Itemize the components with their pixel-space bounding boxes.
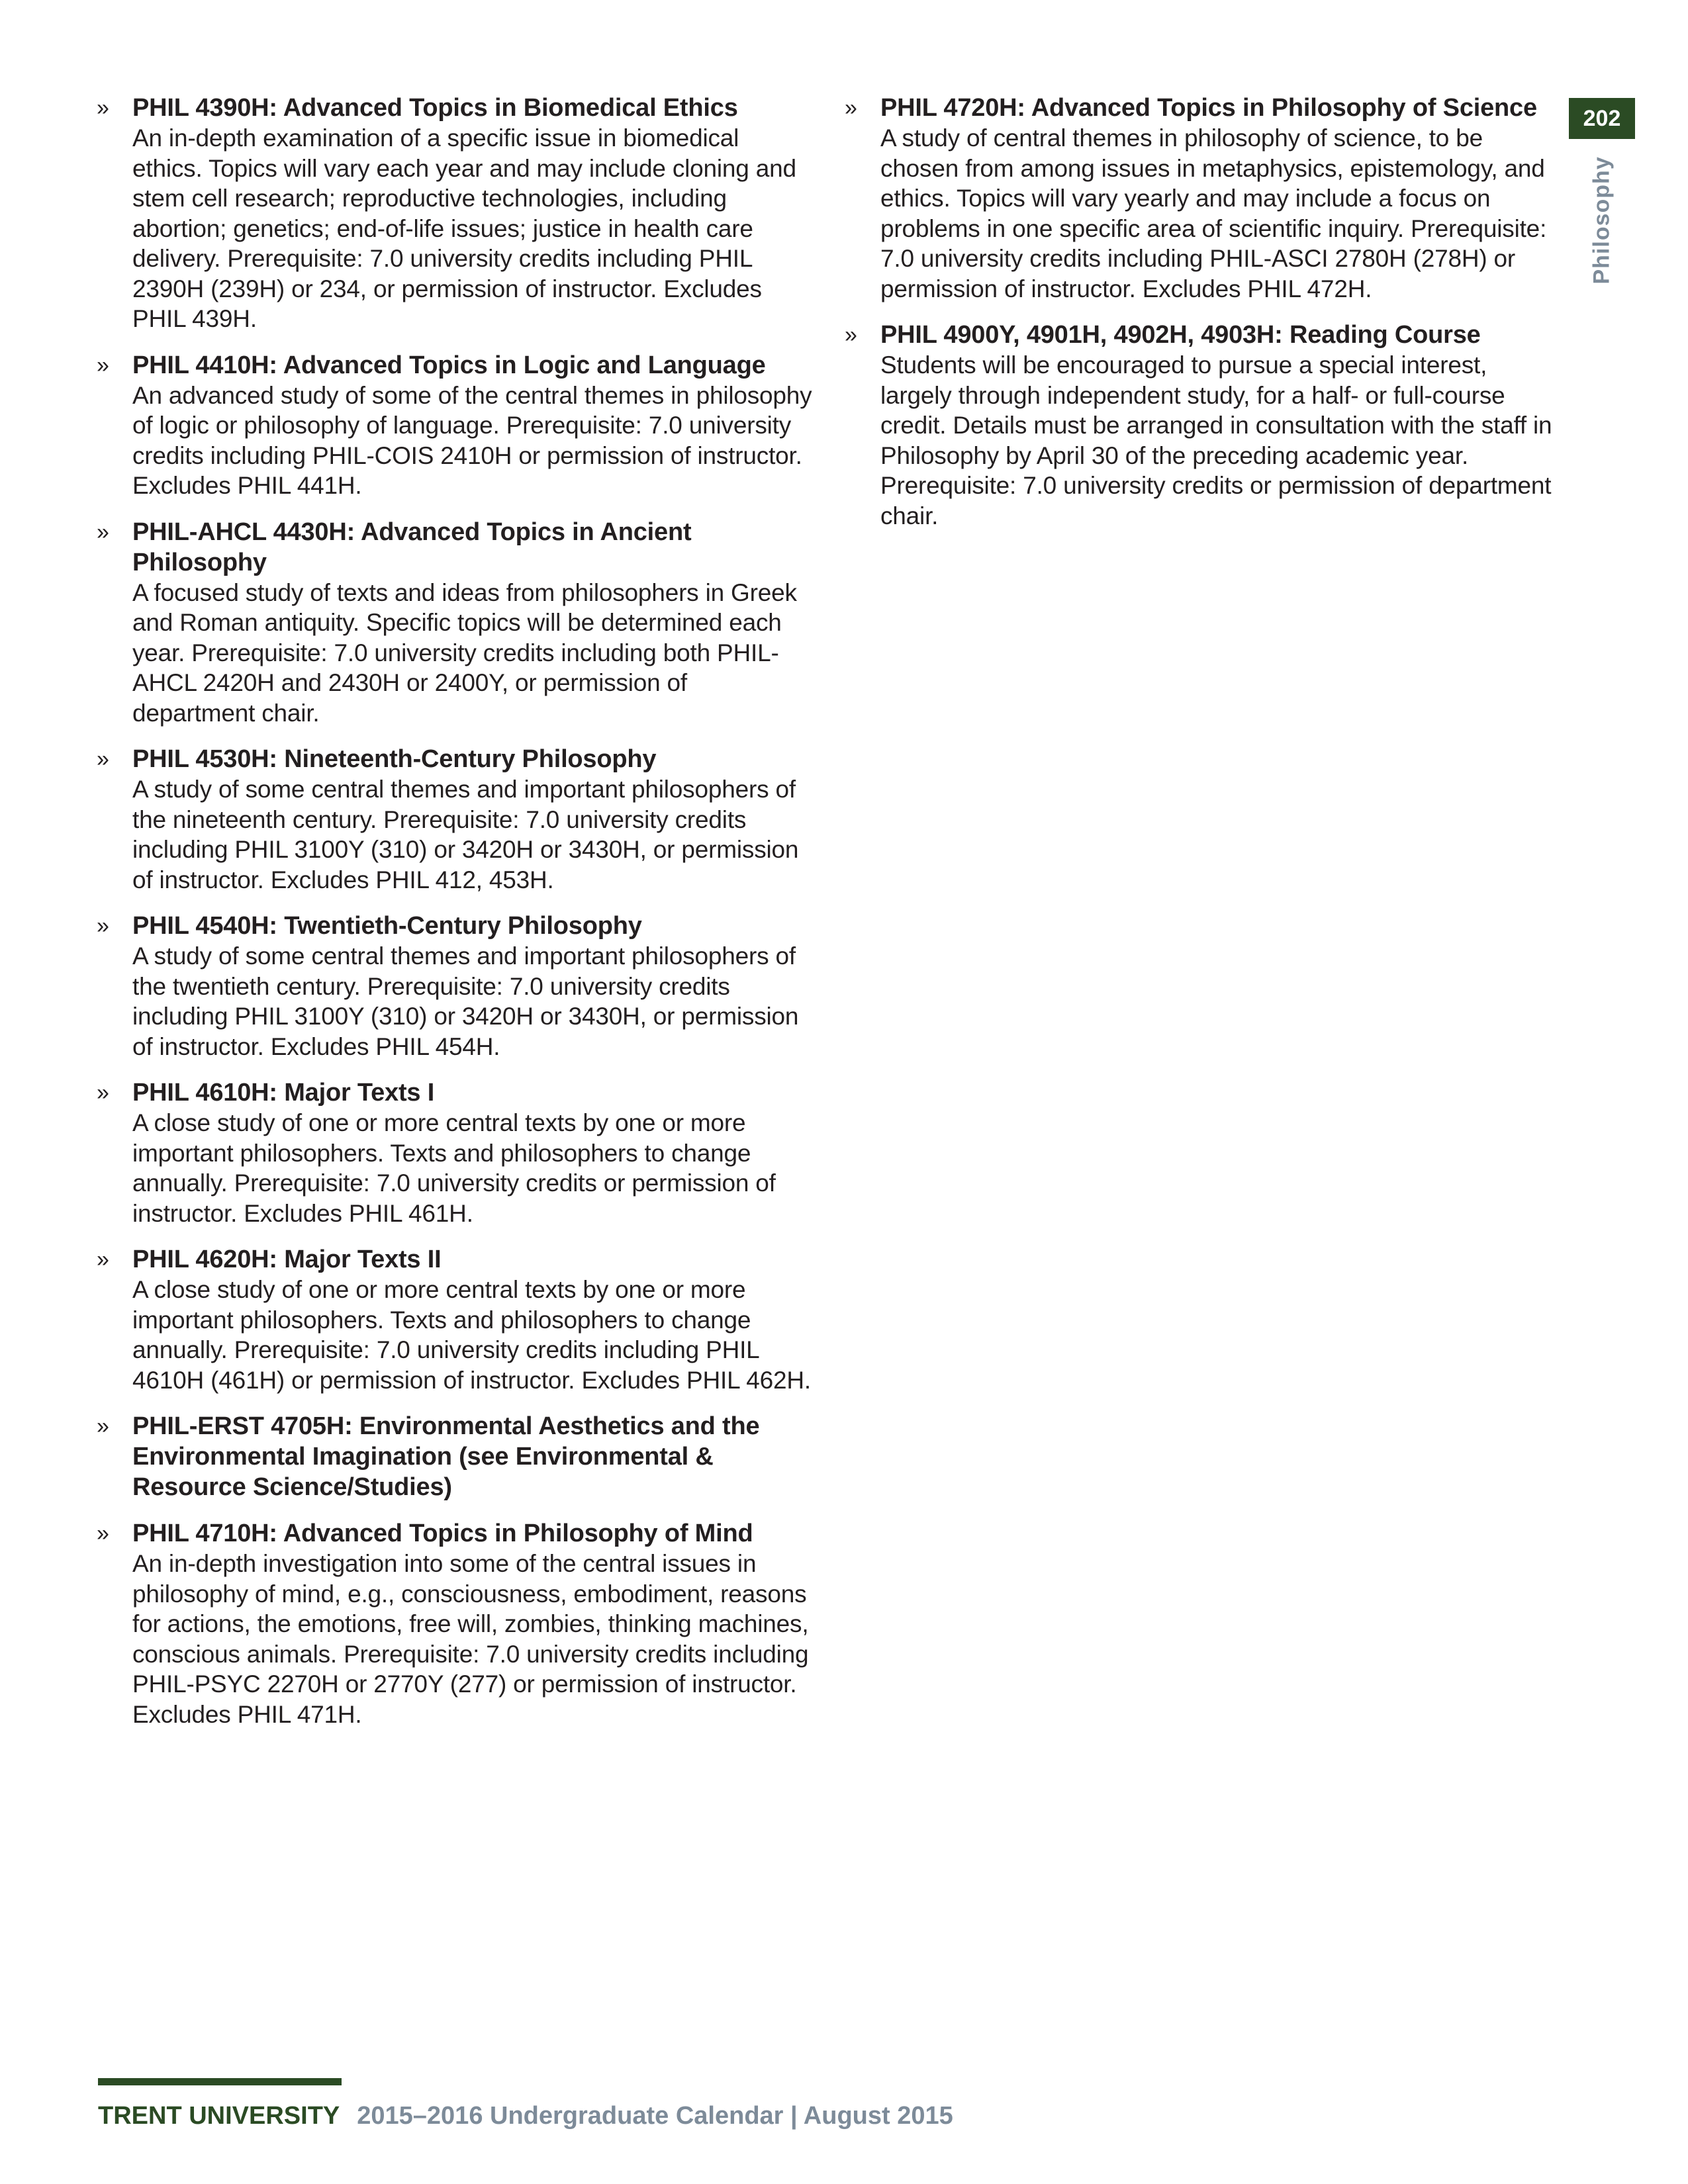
course-title: PHIL-ERST 4705H: Environmental Aesthetics and the Environmental Imagination (see Environmental & Resource Science/Studies) xyxy=(132,1412,760,1501)
course-description: A close study of one or more central texts by one or more important philosophers. Texts and philosophers to change annually. Prerequisite: 7.0 university credits or permission of instructor. Excludes PHIL 461H. xyxy=(132,1109,776,1227)
course-entry xyxy=(93,1244,814,1395)
course-entry xyxy=(841,93,1562,304)
chevron-bullet-icon: » xyxy=(97,519,109,545)
course-title: PHIL-AHCL 4430H: Advanced Topics in Ancient Philosophy xyxy=(132,518,692,576)
course-description: A study of some central themes and important philosophers of the twentieth century. Prerequisite: 7.0 university credits including PHIL 3100Y (310) or 3420H or 3430H, or permission of instructor. Excludes PHIL 454H. xyxy=(132,942,799,1060)
chevron-bullet-icon: » xyxy=(97,1080,109,1105)
course-description: A focused study of texts and ideas from philosophers in Greek and Roman antiquity. Specific topics will be determined each year. Prerequisite: 7.0 university credits including both PHIL-AHCL 2420H and 2430H or 2400Y, or permission of department chair. xyxy=(132,578,797,727)
course-description: An advanced study of some of the central themes in philosophy of logic or philosophy of language. Prerequisite: 7.0 university credits including PHIL-COIS 2410H or permission of instructor. Excludes PHIL 441H. xyxy=(132,381,812,499)
course-description: A study of central themes in philosophy of science, to be chosen from among issues in metaphysics, epistemology, and ethics. Topics will vary yearly and may include a focus on problems in one specific area of scientific inquiry. Prerequisite: 7.0 university credits including PHIL-ASCI 2780H (278H) or permission of instructor. Excludes PHIL 472H. xyxy=(880,124,1547,302)
course-title: PHIL 4900Y, 4901H, 4902H, 4903H: Reading Course xyxy=(880,321,1481,349)
chevron-bullet-icon: » xyxy=(97,747,109,772)
section-label: Philosophy xyxy=(1589,156,1615,285)
course-title: PHIL 4530H: Nineteenth-Century Philosophy xyxy=(132,745,657,773)
left-column xyxy=(93,93,814,1745)
course-title: PHIL 4410H: Advanced Topics in Logic and Language xyxy=(132,351,766,379)
course-description: A close study of one or more central texts by one or more important philosophers. Texts and philosophers to change annually. Prerequisite: 7.0 university credits including PHIL 4610H (461H) or permission of instructor. Excludes PHIL 462H. xyxy=(132,1276,811,1394)
course-entry xyxy=(841,320,1562,531)
course-title: PHIL 4620H: Major Texts II xyxy=(132,1246,442,1273)
chevron-bullet-icon: » xyxy=(845,95,857,120)
course-description: An in-depth examination of a specific issue in biomedical ethics. Topics will vary each year and may include cloning and stem cell research; reproductive technologies, including abortion; genetics; end-of-life issues; justice in health care delivery. Prerequisite: 7.0 university credits including PHIL 2390H (239H) or 234, or permission of instructor. Excludes PHIL 439H. xyxy=(132,124,796,332)
course-entry xyxy=(93,350,814,501)
footer-rule xyxy=(98,2078,342,2085)
footer-calendar: 2015–2016 Undergraduate Calendar | August 2015 xyxy=(357,2102,953,2130)
course-description: A study of some central themes and important philosophers of the nineteenth century. Prerequisite: 7.0 university credits including PHIL 3100Y (310) or 3420H or 3430H, or permission of instructor. Excludes PHIL 412, 453H. xyxy=(132,776,799,893)
course-entry xyxy=(93,517,814,729)
course-entry xyxy=(93,1411,814,1502)
course-title: PHIL 4610H: Major Texts I xyxy=(132,1079,435,1107)
course-title: PHIL 4710H: Advanced Topics in Philosophy of Mind xyxy=(132,1520,753,1547)
chevron-bullet-icon: » xyxy=(97,1521,109,1546)
chevron-bullet-icon: » xyxy=(845,322,857,347)
course-title: PHIL 4390H: Advanced Topics in Biomedical Ethics xyxy=(132,94,738,122)
course-entry xyxy=(93,911,814,1062)
chevron-bullet-icon: » xyxy=(97,913,109,938)
chevron-bullet-icon: » xyxy=(97,1414,109,1439)
course-entry xyxy=(93,744,814,895)
right-column xyxy=(841,93,1562,547)
footer-university: TRENT UNIVERSITY xyxy=(98,2102,340,2130)
course-entry xyxy=(93,93,814,334)
course-title: PHIL 4540H: Twentieth-Century Philosophy xyxy=(132,912,642,940)
chevron-bullet-icon: » xyxy=(97,352,109,378)
page-number-badge: 202 xyxy=(1569,98,1635,139)
course-entry xyxy=(93,1518,814,1729)
chevron-bullet-icon: » xyxy=(97,1247,109,1272)
course-entry xyxy=(93,1077,814,1228)
course-title: PHIL 4720H: Advanced Topics in Philosophy of Science xyxy=(880,94,1537,122)
page-footer xyxy=(98,2099,953,2132)
course-description: Students will be encouraged to pursue a special interest, largely through independent study, for a half- or full-course credit. Details must be arranged in consultation with the staff in Philosophy by April 30 of the preceding academic year. Prerequisite: 7.0 university credits or permission of department chair. xyxy=(880,351,1552,529)
chevron-bullet-icon: » xyxy=(97,95,109,120)
course-description: An in-depth investigation into some of the central issues in philosophy of mind, e.g., consciousness, embodiment, reasons for actions, the emotions, free will, zombies, thinking machines, conscious animals. Prerequisite: 7.0 university credits including PHIL-PSYC 2270H or 2770Y (277) or permission of instructor. Excludes PHIL 471H. xyxy=(132,1550,809,1728)
